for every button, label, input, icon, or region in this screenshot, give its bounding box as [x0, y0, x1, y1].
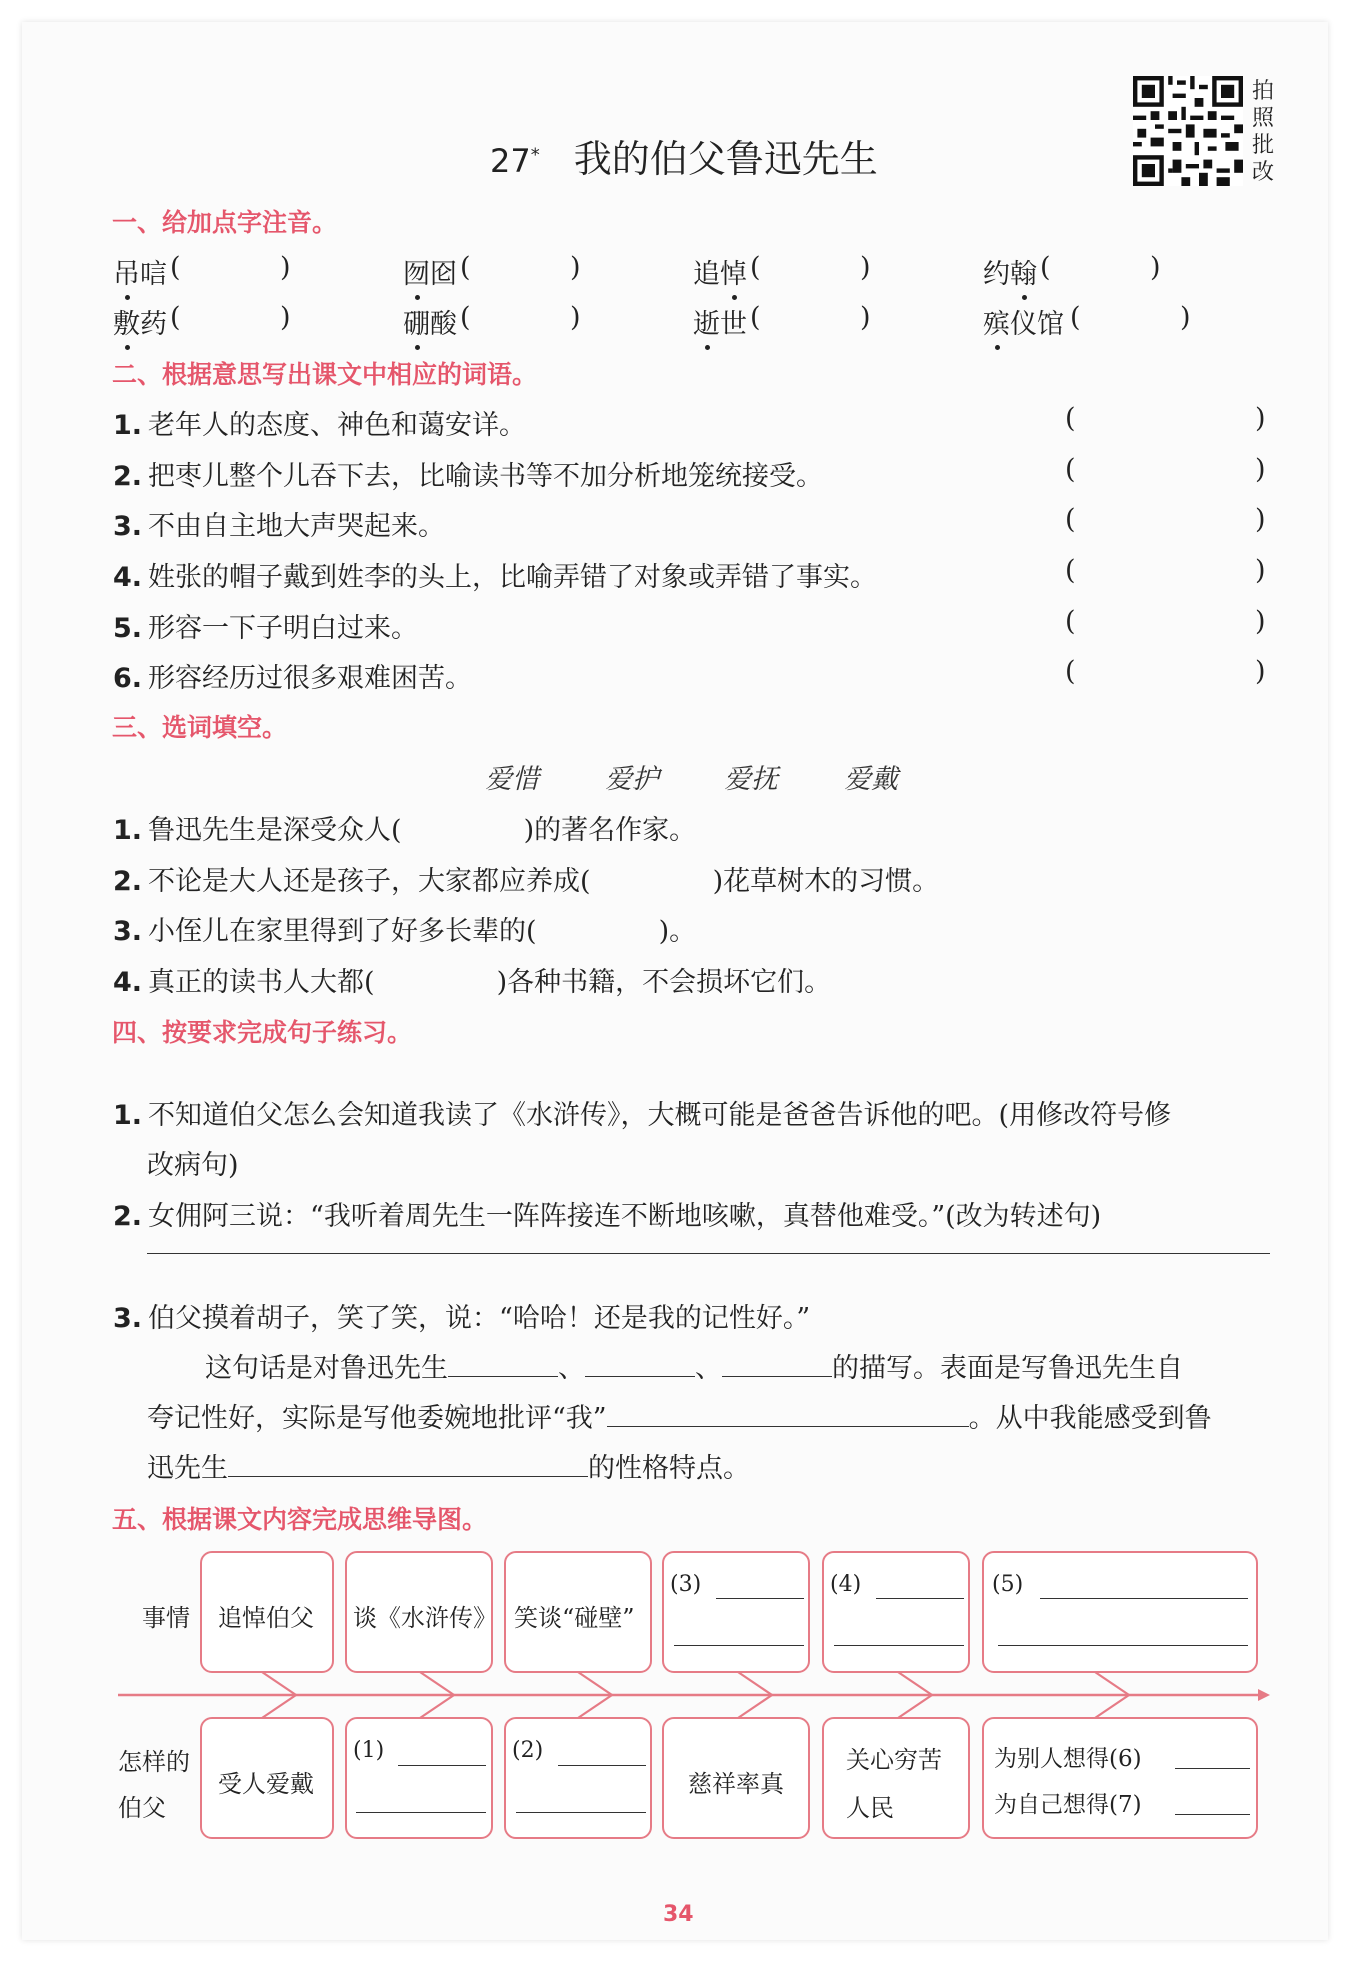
pinyin-item: 吊唁 [113, 259, 167, 290]
answer-paren[interactable]: ( [1040, 252, 1051, 283]
pinyin-item: 约翰 [983, 259, 1037, 290]
definition-item: 5. 形容一下子明白过来。 [113, 613, 419, 644]
word-option: 爱抚 [724, 764, 778, 795]
answer-line[interactable] [1175, 1768, 1250, 1769]
sentence-q3-b: 夸记性好，实际是写他委婉地批评“我” 。从中我能感受到鲁 [147, 1396, 1212, 1435]
pinyin-item: 追悼 [693, 259, 747, 290]
pinyin-item: 硼酸 [403, 309, 457, 340]
answer-line[interactable] [876, 1598, 964, 1599]
trait-text: 慈祥率真 [688, 1770, 784, 1798]
answer-paren[interactable]: ( [750, 302, 761, 333]
definition-item: 4. 姓张的帽子戴到姓李的头上，比喻弄错了对象或弄错了事实。 [113, 562, 878, 593]
answer-paren[interactable]: ( [1065, 656, 1076, 687]
trait-blank-label: 为别人想得(6) [994, 1746, 1142, 1772]
trait-box [982, 1717, 1258, 1839]
trait-box [822, 1717, 970, 1839]
event-box [982, 1551, 1258, 1673]
definition-item: 2. 把枣儿整个儿吞下去，比喻读书等不加分析地笼统接受。 [113, 461, 824, 492]
answer-paren[interactable]: ( [460, 252, 471, 283]
answer-paren[interactable]: ( [460, 302, 471, 333]
sentence-q1: 1. 不知道伯父怎么会知道我读了《水浒传》，大概可能是爸爸告诉他的吧。(用修改符号修 [113, 1100, 1172, 1131]
sentence-q1-cont: 改病句) [147, 1150, 239, 1181]
answer-paren[interactable]: ( [1065, 504, 1076, 535]
word-option: 爱戴 [844, 764, 898, 795]
trait-blank-label: 为自己想得(7) [994, 1792, 1142, 1818]
pinyin-item: 殡仪馆 [983, 309, 1064, 340]
trait-text: 关心穷苦 [846, 1746, 942, 1774]
answer-line[interactable] [834, 1645, 964, 1646]
answer-paren[interactable]: ( [1065, 454, 1076, 485]
fill-blank-item: 2. 不论是大人还是孩子，大家都应养成( )花草树木的习惯。 [113, 866, 940, 897]
event-blank-label: (5) [992, 1572, 1024, 1597]
section-heading-3: 三、选词填空。 [112, 713, 288, 742]
event-box [662, 1551, 810, 1673]
event-blank-label: (3) [670, 1572, 702, 1597]
qr-label: 拍照批改 [1252, 79, 1275, 185]
answer-line[interactable] [558, 1765, 646, 1766]
answer-line[interactable] [516, 1812, 646, 1813]
fill-blank-item: 3. 小侄儿在家里得到了好多长辈的( )。 [113, 916, 697, 947]
section-heading-2: 二、根据意思写出课文中相应的词语。 [112, 360, 538, 389]
event-box [822, 1551, 970, 1673]
pinyin-item: 敷药 [113, 309, 167, 340]
event-text: 追悼伯父 [218, 1604, 314, 1632]
event-blank-label: (4) [830, 1572, 862, 1597]
definition-item: 3. 不由自主地大声哭起来。 [113, 511, 446, 542]
section-heading-1: 一、给加点字注音。 [112, 208, 338, 237]
sentence-q3: 3. 伯父摸着胡子，笑了笑，说：“哈哈！还是我的记性好。” [113, 1303, 811, 1334]
mindmap-label-character-2: 伯父 [118, 1794, 166, 1822]
page-title: 27* 我的伯父鲁迅先生 [490, 137, 878, 181]
trait-blank-label: (2) [512, 1738, 544, 1763]
answer-line[interactable] [716, 1598, 804, 1599]
trait-box [504, 1717, 652, 1839]
answer-line[interactable] [674, 1645, 804, 1646]
word-option: 爱护 [605, 764, 659, 795]
trait-blank-label: (1) [353, 1738, 385, 1763]
event-text: 笑谈“碰壁” [514, 1604, 635, 1632]
sentence-q2: 2. 女佣阿三说：“我听着周先生一阵阵接连不断地咳嗽，真替他难受。”(改为转述句) [113, 1201, 1102, 1232]
section-heading-4: 四、按要求完成句子练习。 [112, 1018, 413, 1047]
answer-paren[interactable]: ( [170, 252, 181, 283]
trait-text-2: 人民 [846, 1794, 894, 1822]
lesson-number: 27* [490, 142, 540, 180]
answer-paren[interactable]: ( [1065, 403, 1076, 434]
trait-text: 受人爱戴 [218, 1770, 314, 1798]
sentence-q3-c: 迅先生 的性格特点。 [147, 1446, 750, 1485]
answer-line[interactable] [356, 1812, 486, 1813]
section-heading-5: 五、根据课文内容完成思维导图。 [112, 1505, 488, 1534]
answer-line[interactable] [398, 1765, 486, 1766]
event-text: 谈《水浒传》 [353, 1604, 497, 1632]
word-option: 爱惜 [485, 764, 539, 795]
page-number: 34 [663, 1902, 694, 1927]
fill-blank-item: 1. 鲁迅先生是深受众人( )的著名作家。 [113, 815, 697, 846]
answer-paren[interactable]: ( [1065, 555, 1076, 586]
answer-line[interactable] [1175, 1814, 1250, 1815]
sentence-q3-a: 这句话是对鲁迅先生 、 、 的描写。表面是写鲁迅先生自 [205, 1346, 1183, 1385]
answer-line[interactable] [1040, 1598, 1248, 1599]
pinyin-item: 逝世 [693, 309, 747, 340]
definition-item: 1. 老年人的态度、神色和蔼安详。 [113, 410, 527, 441]
trait-box [345, 1717, 493, 1839]
definition-item: 6. 形容经历过很多艰难困苦。 [113, 663, 473, 694]
answer-line[interactable] [998, 1645, 1248, 1646]
fill-blank-item: 4. 真正的读书人大都( )各种书籍，不会损坏它们。 [113, 967, 832, 998]
pinyin-item: 囫囵 [403, 259, 457, 290]
answer-paren[interactable]: ( [1065, 606, 1076, 637]
answer-paren[interactable]: ( [1070, 302, 1081, 333]
mindmap-label-character: 怎样的 [118, 1748, 190, 1776]
answer-paren[interactable]: ( [170, 302, 181, 333]
mindmap-label-events: 事情 [142, 1604, 190, 1632]
answer-paren[interactable]: ( [750, 252, 761, 283]
